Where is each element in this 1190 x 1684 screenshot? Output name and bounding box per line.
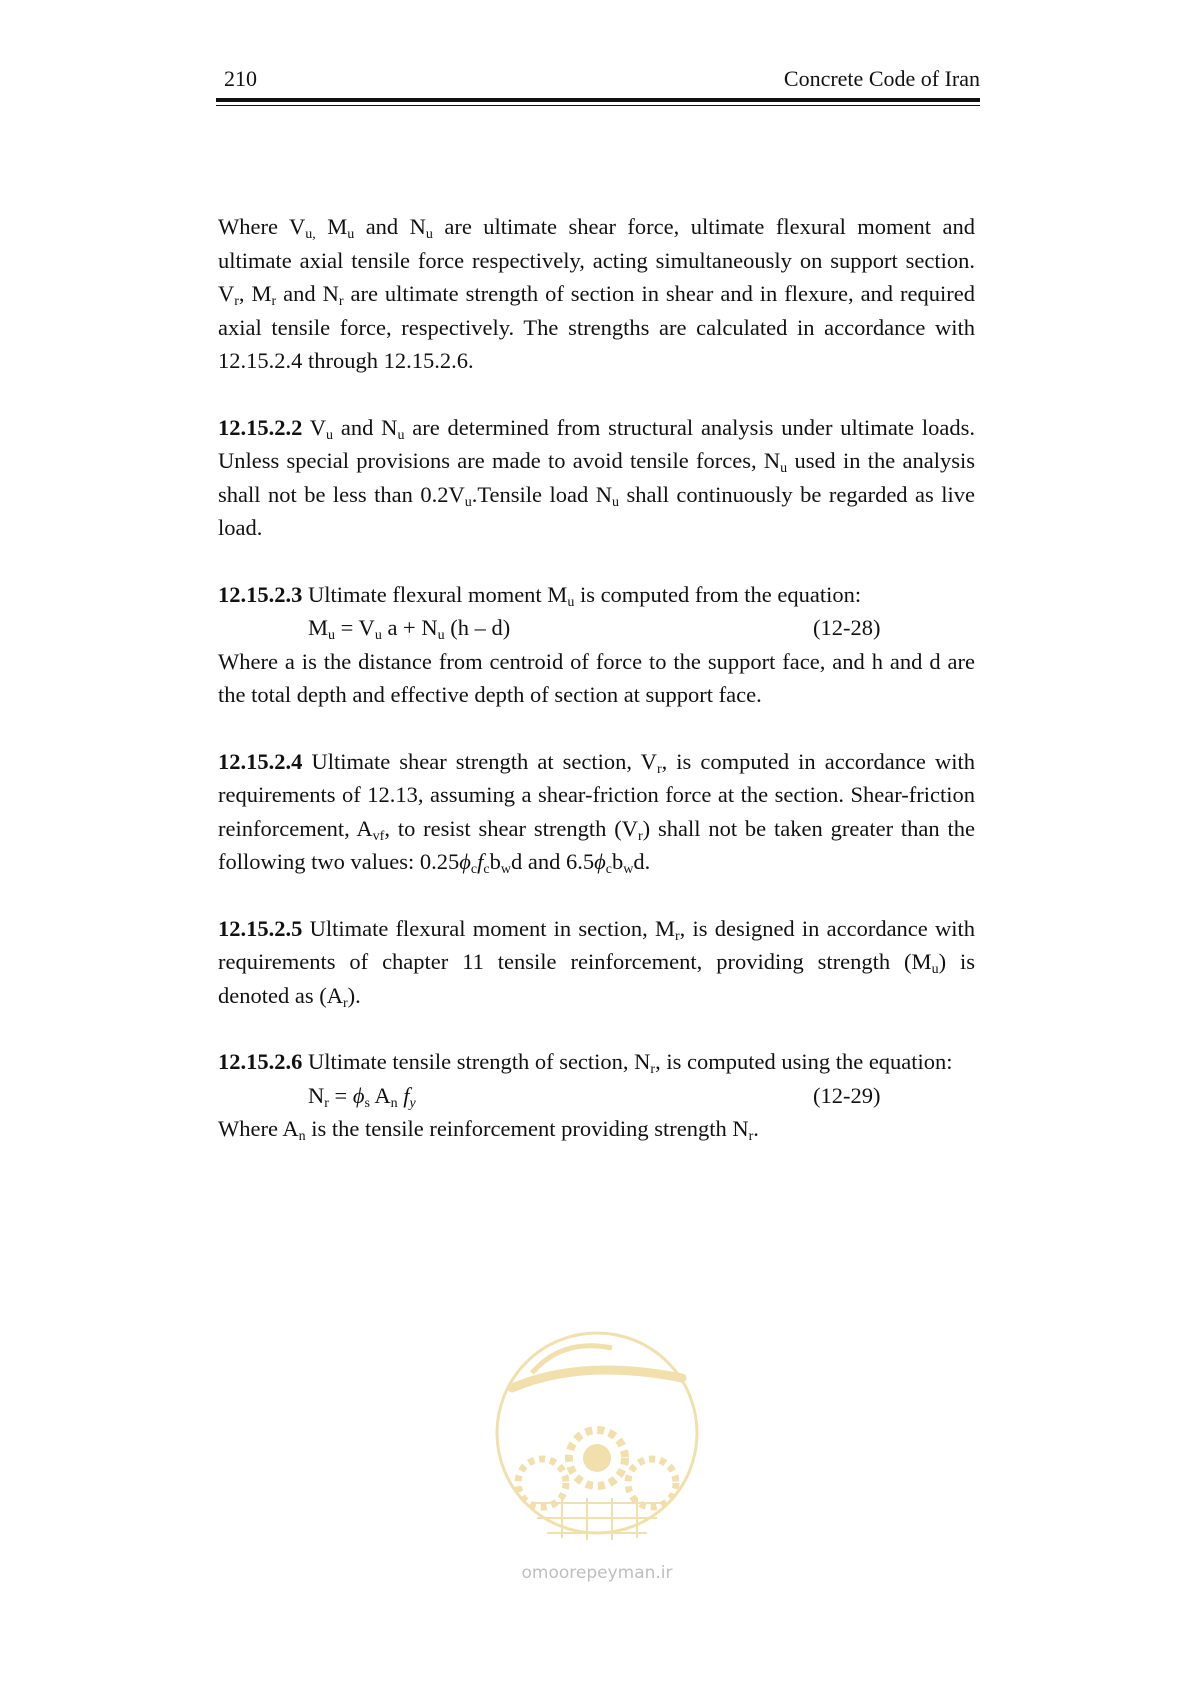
page-header — [216, 66, 980, 106]
clause-12-15-2-6: 12.15.2.6 Ultimate tensile strength of section, $N_r$, is computed using the equation: $N_r = \phi_s$ $A_n$ $f_y$ (12-29) Where $A_n$ is the tensile reinforcement providing strength $N_r$. — [218, 1045, 975, 1146]
clause-number: 12.15.2.4 — [218, 748, 303, 774]
equation-number: (12-29) — [813, 1082, 881, 1108]
watermark-logo — [492, 1318, 702, 1588]
page-body — [218, 210, 975, 1146]
watermark-url: omoorepeyman.ir — [521, 1563, 673, 1583]
clause-number: 12.15.2.2 — [218, 414, 303, 440]
running-title: Concrete Code of Iran — [783, 66, 980, 91]
equation-12-28: $M_u = V_u$ $a + N_u$ (h – d) (12-28) — [218, 611, 975, 645]
equation-12-29: $N_r = \phi_s$ $A_n$ $f_y$ (12-29) — [218, 1079, 975, 1113]
clause-number: 12.15.2.3 — [218, 581, 303, 607]
header-rule-thin — [216, 105, 980, 106]
clause-12-15-2-5: 12.15.2.5 Ultimate flexural moment in section, $M_r$, is designed in accordance with requirements of chapter 11 tensile reinforcement, providing strength $(M_u)$ is denoted as $(A_r)$. — [218, 915, 975, 1011]
gear-emblem-icon — [492, 1318, 702, 1558]
clause-12-15-2-4: 12.15.2.4 Ultimate shear strength at section, $V_r$, is computed in accordance with requirements of 12.13, assuming a shear-friction force at the section. Shear-friction reinforcement, $A_{vf}$, to resist shear strength $(V_r)$ shall not be taken greater than the following two values: $0.25\phi_cf_cb_wd$ and $6.5\phi_cb_wd$. — [218, 748, 975, 877]
clause-12-15-2-2: 12.15.2.2 $V_u$ and $N_u$ are determined from structural analysis under ultimate loads. Unless special provisions are made to avoid tensile forces, $N_u$ used in the analysis shall not be less than $0.2V_u.Tensile$ load $N_u$ shall continuously be regarded as live load. — [218, 414, 975, 540]
clause-number: 12.15.2.6 — [218, 1049, 303, 1074]
page-number: 210 — [224, 66, 257, 91]
header-rule-thick — [216, 98, 980, 102]
equation-number: (12-28) — [813, 615, 881, 640]
paragraph-definitions: Where $V_{u,}$ $M_u$ and $N_u$ are ultimate shear force, ultimate flexural moment and ultimate axial tensile force respectively, acting simultaneously on support section. $V_r$, $M_r$ and $N_r$ are ultimate strength of section in shear and in flexure, and required axial tensile force, respectively. The strengths are calculated in accordance with 12.15.2.4 through 12.15.2.6. — [218, 214, 975, 373]
clause-number: 12.15.2.5 — [218, 915, 303, 941]
clause-12-15-2-3: 12.15.2.3 Ultimate flexural moment $M_u$ is computed from the equation: $M_u = V_u$ $a + N_u$ (h – d) (12-28) Where a is the distance from centroid of force to the support face, and h and d are the total depth and effective depth of section at support face. — [218, 581, 975, 707]
